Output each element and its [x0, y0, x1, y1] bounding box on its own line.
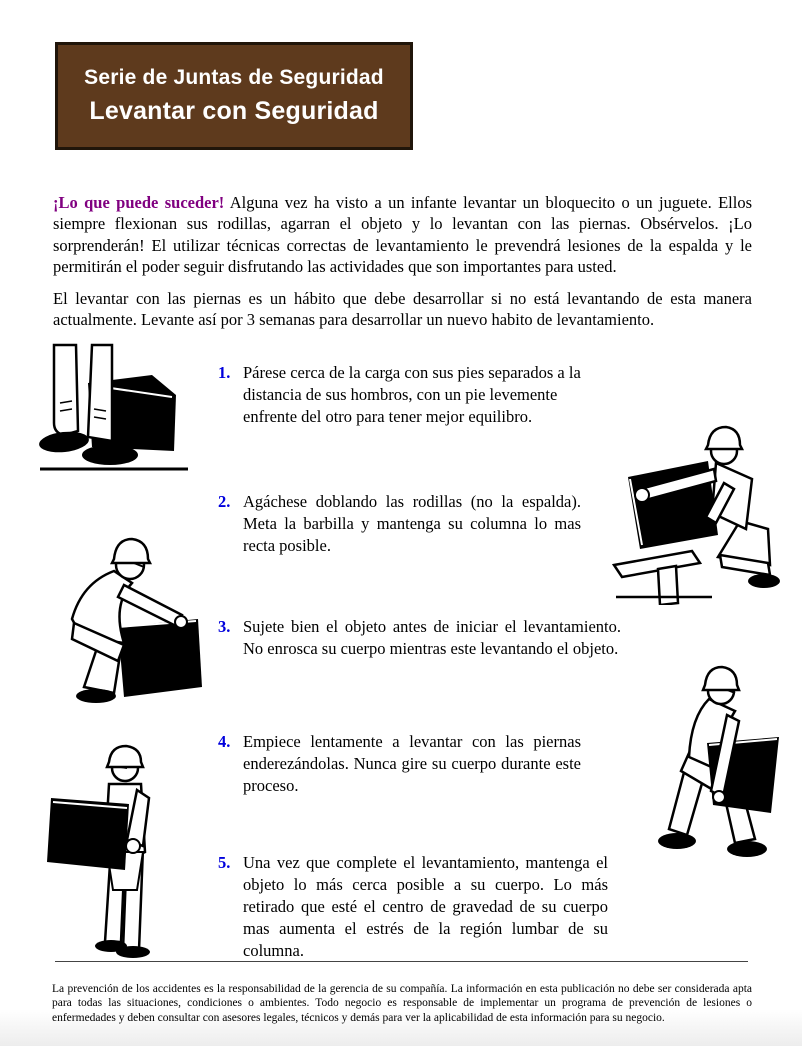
- step-text-1: Párese cerca de la carga con sus pies separados a la distancia de sus hombros, con un pie levemente enfrente del otro para tener mejor equilibro.: [243, 363, 581, 426]
- feet-beside-box-illustration: [30, 343, 202, 475]
- worker-kneeling-box-over-bench-illustration: [612, 417, 790, 605]
- intro-body-text: Alguna vez ha visto a un infante levantar un bloquecito o un juguete. Ellos siempre flexionan sus rodillas, agarran el objeto y lo levantan con las piernas. Obsérvelos. ¡Lo sorprenderán! El utilizar técnicas correctas de levantamiento le prevendrá lesiones de la espalda y le permitirán el poder seguir disfrutando las actividades que son importantes para usted.: [53, 192, 752, 276]
- step-number-2: 2.: [218, 492, 231, 511]
- step-item-4: [218, 731, 581, 797]
- step-item-5: [218, 852, 608, 962]
- footer-disclaimer: La prevención de los accidentes es la responsabilidad de la gerencia de su compañía. La información en esta publicación no debe ser considerada apta para todas las situaciones, condiciones o ambientes. Todo negocio es responsable de implementar un programa de prevención de lesiones o enfermedades y deben consultar con asesores legales, técnicos y demás para ver la aplicabilidad de esta información para su negocio.: [52, 982, 752, 1024]
- worker-squat-lifting-box-illustration: [643, 657, 791, 865]
- step-item-1: [218, 362, 581, 428]
- step-item-3: [218, 616, 621, 660]
- series-title: Serie de Juntas de Seguridad: [84, 66, 384, 89]
- step-text-5: Una vez que complete el levantamiento, mantenga el objeto lo más cerca posible a su cuerpo. Lo más retirado que esté el centro de gravedad de su cuerpo mas aumenta el estrés de la región lumbar de su columna.: [243, 853, 608, 960]
- worker-standing-holding-box-illustration: [45, 740, 190, 958]
- intro-paragraph: [53, 192, 752, 278]
- step-item-2: [218, 491, 581, 557]
- habit-paragraph: El levantar con las piernas es un hábito que debe desarrollar si no está levantando de esta manera actualmente. Levante así por 3 semanas para desarrollar un nuevo habito de levantamiento.: [53, 288, 752, 329]
- footer-divider: [55, 961, 748, 962]
- step-number-3: 3.: [218, 617, 231, 636]
- intro-lead-text: ¡Lo que puede suceder!: [53, 192, 225, 212]
- worker-crouching-grabbing-box-illustration: [28, 527, 206, 705]
- header-banner: [55, 42, 413, 150]
- step-number-1: 1.: [218, 363, 231, 382]
- step-text-4: Empiece lentamente a levantar con las piernas enderezándolas. Nunca gire su cuerpo durante este proceso.: [243, 732, 581, 795]
- step-number-5: 5.: [218, 853, 231, 872]
- page-title: Levantar con Seguridad: [89, 97, 379, 125]
- step-text-3: Sujete bien el objeto antes de iniciar el levantamiento. No enrosca su cuerpo mientras este levantando el objeto.: [243, 617, 621, 658]
- step-text-2: Agáchese doblando las rodillas (no la espalda). Meta la barbilla y mantenga su columna lo mas recta posible.: [243, 492, 581, 555]
- step-number-4: 4.: [218, 732, 231, 751]
